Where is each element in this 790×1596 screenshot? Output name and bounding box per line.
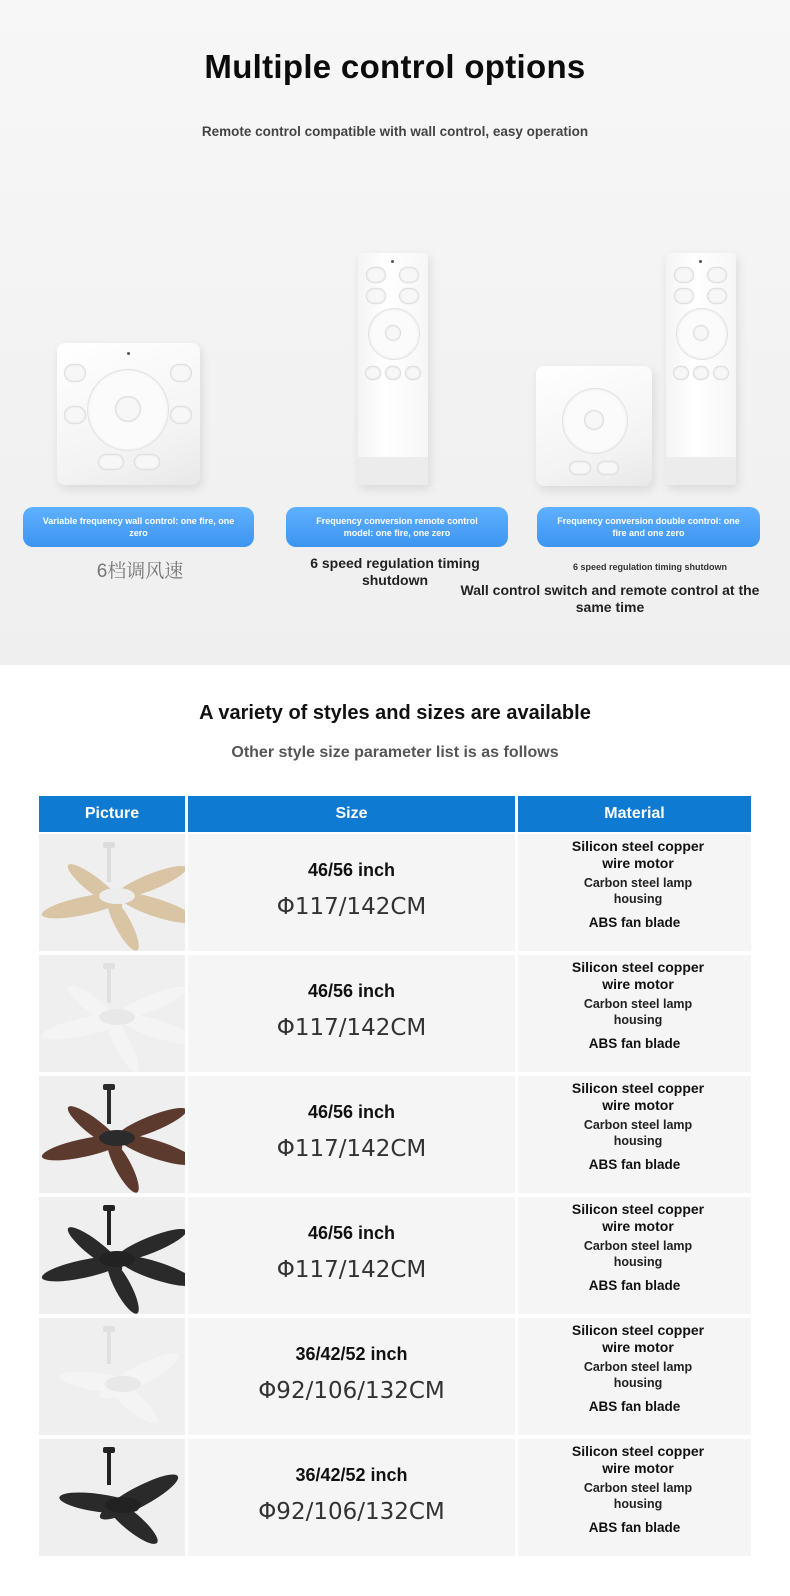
material-housing: Carbon steel lamp housing [583, 997, 693, 1027]
double-wall-control-image [536, 366, 652, 486]
size-cell [188, 834, 515, 951]
material-housing: Carbon steel lamp housing [583, 1481, 693, 1511]
header-material: Material [518, 796, 751, 832]
material-motor: Silicon steel copper wire motor [571, 1443, 705, 1476]
size-cm: Φ117/142CM [276, 1257, 427, 1283]
size-cell [188, 1439, 515, 1556]
ceiling-fan-icon [39, 1318, 185, 1435]
size-cm: Φ117/142CM [276, 894, 427, 920]
caption-double-small: 6 speed regulation timing shutdown [572, 562, 727, 572]
caption-remote: 6 speed regulation timing shutdown [310, 555, 480, 588]
fan-picture [39, 955, 185, 1072]
size-inch: 46/56 inch [307, 981, 396, 1001]
remote-control-image [358, 253, 428, 485]
material-blade: ABS fan blade [588, 1157, 681, 1172]
material-motor: Silicon steel copper wire motor [571, 1080, 705, 1113]
material-blade: ABS fan blade [588, 1399, 681, 1414]
ceiling-fan-icon [39, 834, 185, 951]
product-pill-remote: Frequency conversion remote control model: one fire, one zero [286, 507, 508, 547]
material-blade: ABS fan blade [588, 1036, 681, 1051]
size-cm: Φ117/142CM [276, 1015, 427, 1041]
ceiling-fan-icon [39, 1076, 185, 1193]
material-blade: ABS fan blade [588, 915, 681, 930]
material-motor: Silicon steel copper wire motor [571, 1201, 705, 1234]
size-inch: 46/56 inch [307, 1223, 396, 1243]
material-blade: ABS fan blade [588, 1520, 681, 1535]
size-cell [188, 1318, 515, 1435]
material-motor: Silicon steel copper wire motor [571, 838, 705, 871]
material-housing: Carbon steel lamp housing [583, 1239, 693, 1269]
size-cell [188, 955, 515, 1072]
size-inch: 46/56 inch [307, 1102, 396, 1122]
double-remote-image [666, 253, 736, 485]
size-inch: 36/42/52 inch [295, 1344, 408, 1364]
styles-title: A variety of styles and sizes are available [199, 702, 591, 724]
size-cell [188, 1076, 515, 1193]
ceiling-fan-icon [39, 1197, 185, 1314]
fan-picture [39, 1197, 185, 1314]
material-housing: Carbon steel lamp housing [583, 1360, 693, 1390]
material-housing: Carbon steel lamp housing [583, 1118, 693, 1148]
size-cm: Φ117/142CM [276, 1136, 427, 1162]
product-pill-wall: Variable frequency wall control: one fire, one zero [23, 507, 254, 547]
section-title: Multiple control options [204, 48, 586, 85]
size-cell [188, 1197, 515, 1314]
fan-picture [39, 1318, 185, 1435]
product-pill-double: Frequency conversion double control: one fire and one zero [537, 507, 760, 547]
header-picture: Picture [39, 796, 185, 832]
size-cm: Φ92/106/132CM [258, 1378, 445, 1404]
fan-picture [39, 1076, 185, 1193]
size-inch: 46/56 inch [307, 860, 396, 880]
caption-double: Wall control switch and remote control at the same time [460, 582, 760, 615]
caption-wall: 6档调风速 [96, 561, 184, 582]
fan-picture [39, 834, 185, 951]
material-housing: Carbon steel lamp housing [583, 876, 693, 906]
material-motor: Silicon steel copper wire motor [571, 959, 705, 992]
wall-control-image [57, 343, 200, 485]
material-blade: ABS fan blade [588, 1278, 681, 1293]
size-inch: 36/42/52 inch [295, 1465, 408, 1485]
header-size: Size [188, 796, 515, 832]
styles-subtitle: Other style size parameter list is as follows [231, 744, 559, 761]
fan-picture [39, 1439, 185, 1556]
section-subtitle: Remote control compatible with wall control, easy operation [201, 124, 589, 139]
ceiling-fan-icon [39, 1439, 185, 1556]
size-cm: Φ92/106/132CM [258, 1499, 445, 1525]
ceiling-fan-icon [39, 955, 185, 1072]
material-motor: Silicon steel copper wire motor [571, 1322, 705, 1355]
